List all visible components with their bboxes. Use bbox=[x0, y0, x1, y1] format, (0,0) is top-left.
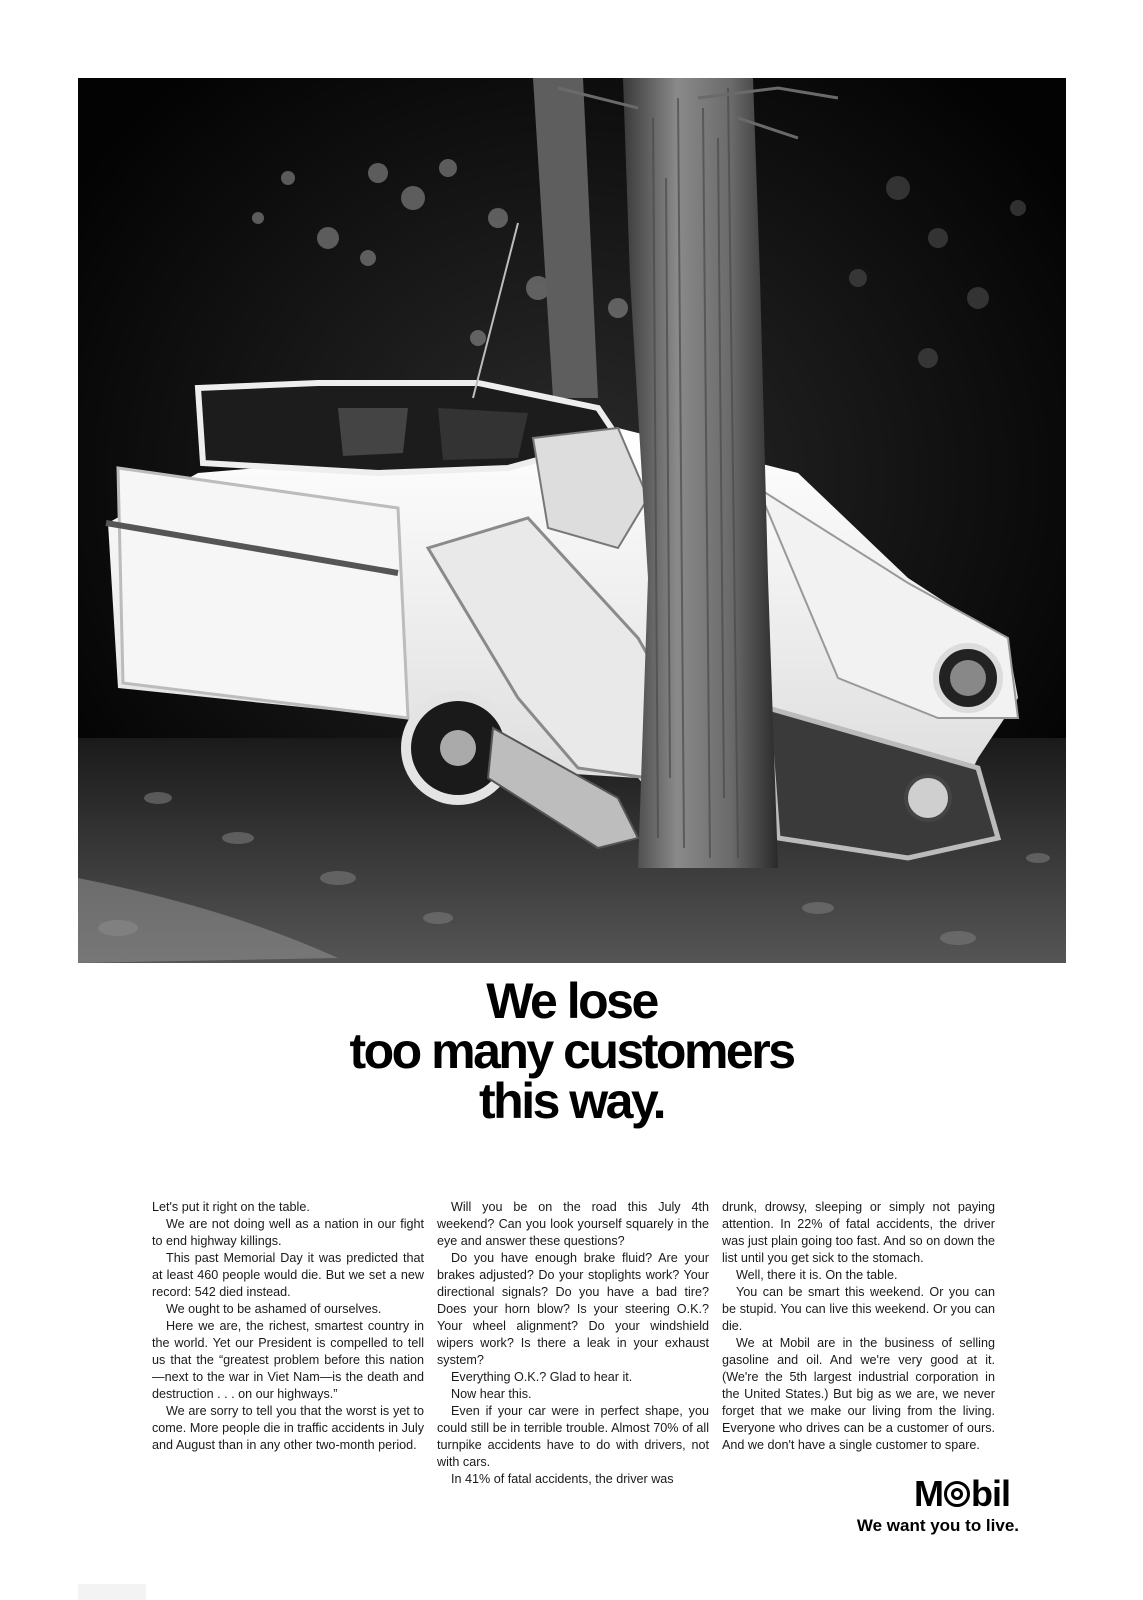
headline bbox=[0, 973, 1143, 1129]
paragraph: We at Mobil are in the business of selling gasoline and oil. And we're very good at it. (We're the 5th largest industrial corporation in the United States.) But big as we are, we never forget that we make our living from the living. Everyone who drives can be a customer of ours. And we don't have a single customer to spare. bbox=[722, 1336, 995, 1452]
paragraph: Let's put it right on the table. bbox=[152, 1200, 310, 1214]
paragraph: This past Memorial Day it was predicted that at least 460 people would die. But we set a new record: 542 died instead. bbox=[152, 1251, 424, 1299]
body-column-1 bbox=[152, 1199, 424, 1454]
paragraph: We are not doing well as a nation in our fight to end highway killings. bbox=[152, 1217, 424, 1248]
mobil-logo bbox=[856, 1473, 1019, 1535]
paragraph: We ought to be ashamed of ourselves. bbox=[166, 1302, 382, 1316]
car-crashed-into-tree-icon bbox=[78, 78, 1066, 963]
page-corner-mark bbox=[78, 1584, 146, 1600]
headline-line-3: this way. bbox=[479, 1073, 664, 1129]
paragraph: Even if your car were in perfect shape, you could still be in terrible trouble. Almost 70% of all turnpike accidents have to do with drivers, not with cars. bbox=[437, 1404, 709, 1469]
headline-line-1: We lose bbox=[486, 973, 657, 1029]
headline-line-2: too many customers bbox=[349, 1023, 794, 1079]
paragraph: Do you have enough brake fluid? Are your brakes adjusted? Do your stoplights work? Your directional signals? Do you have a bad tire? Does your horn blow? Is your steering O.K.? Your wheel alignment? Do your windshield wipers work? Is there a leak in your exhaust system? bbox=[437, 1251, 709, 1367]
paragraph: In 41% of fatal accidents, the driver was bbox=[451, 1472, 674, 1486]
crash-photo bbox=[78, 78, 1066, 963]
paragraph: Now hear this. bbox=[451, 1387, 532, 1401]
paragraph: We are sorry to tell you that the worst is yet to come. More people die in traffic accidents in July and August than in any other two-month period. bbox=[152, 1404, 424, 1452]
mobil-o-icon bbox=[944, 1481, 970, 1507]
paragraph: Will you be on the road this July 4th weekend? Can you look yourself squarely in the eye and answer these questions? bbox=[437, 1200, 709, 1248]
brand-wordmark-start: M bbox=[914, 1473, 943, 1514]
brand-wordmark bbox=[880, 1474, 1010, 1514]
tagline: We want you to live. bbox=[856, 1516, 1019, 1535]
body-column-3 bbox=[722, 1199, 995, 1454]
paragraph: You can be smart this weekend. Or you can be stupid. You can live this weekend. Or you can die. bbox=[722, 1285, 995, 1333]
paragraph: drunk, drowsy, sleeping or simply not paying attention. In 22% of fatal accidents, the driver was just plain going too fast. And so on down the list until you get sick to the stomach. bbox=[722, 1200, 995, 1265]
paragraph: Everything O.K.? Glad to hear it. bbox=[451, 1370, 633, 1384]
brand-wordmark-end: bil bbox=[971, 1473, 1010, 1514]
body-column-2 bbox=[437, 1199, 709, 1488]
paragraph: Here we are, the richest, smartest country in the world. Yet our President is compelled to tell us that the “greatest problem before this nation—next to the war in Viet Nam—is the death and destruction . . . on our highways.” bbox=[152, 1319, 424, 1401]
paragraph: Well, there it is. On the table. bbox=[736, 1268, 898, 1282]
